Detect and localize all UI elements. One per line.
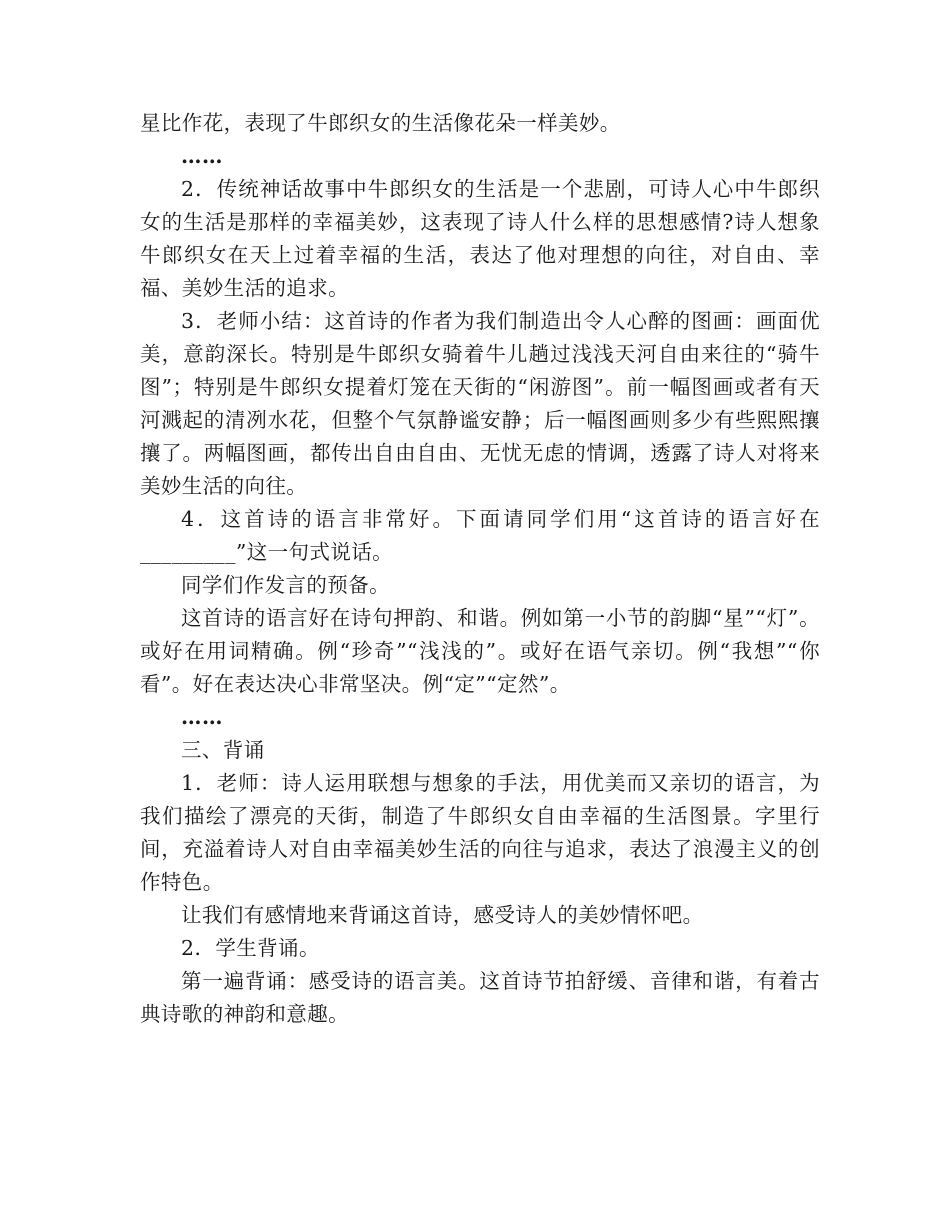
ellipsis-1: …… — [181, 144, 223, 168]
ellipsis-2: …… — [181, 705, 223, 729]
paragraph-prepare: 同学们作发言的预备。 — [181, 573, 390, 597]
section-heading-recite: 三、背诵 — [181, 738, 265, 762]
paragraph-item-3: 3．老师小结：这首诗的作者为我们制造出令人心醉的图画：画面优美，意韵深长。特别是牛郎织女骑着牛儿趟过浅浅天河自由来往的“骑牛图”；特别是牛郎织女提着灯笼在天街的“闲游图”。前一幅图画或者有天河溅起的清冽水花，但整个气氛静谧安静；后一幅图画则多少有些熙熙攘攘了。两幅图画，都传出自由自由、无忧无虑的情调，透露了诗人对将来美妙生活的向往。 — [140, 309, 820, 498]
paragraph-item-2: 2．传统神话故事中牛郎织女的生活是一个悲剧，可诗人心中牛郎织女的生活是那样的幸福美妙，这表现了诗人什么样的思想感情?诗人想象牛郎织女在天上过着幸福的生活，表达了他对理想的向往，对自由、幸福、美妙生活的追求。 — [140, 177, 820, 300]
paragraph-first-recite: 第一遍背诵：感受诗的语言美。这首诗节拍舒缓、音律和谐，有着古典诗歌的神韵和意趣。 — [140, 969, 820, 1026]
paragraph-language-example: 这首诗的语言好在诗句押韵、和谐。例如第一小节的韵脚“星”“灯”。或好在用词精确。例“珍奇”“浅浅的”。或好在语气亲切。例“我想”“你看”。好在表达决心非常坚决。例“定”“定然”。 — [140, 606, 820, 696]
document-page — [140, 107, 820, 1031]
paragraph-student-recite: 2．学生背诵。 — [181, 936, 320, 960]
paragraph-continuation: 星比作花，表现了牛郎织女的生活像花朵一样美妙。 — [140, 111, 621, 135]
paragraph-teacher: 1．老师：诗人运用联想与想象的手法，用优美而又亲切的语言，为我们描绘了漂亮的天街，制造了牛郎织女自由幸福的生活图景。字里行间，充溢着诗人对自由幸福美妙生活的向往与追求，表达了浪漫主义的创作特色。 — [140, 771, 820, 894]
paragraph-item-4: 4．这首诗的语言非常好。下面请同学们用“这首诗的语言好在_________”这一句式说话。 — [140, 507, 820, 564]
paragraph-recite-invite: 让我们有感情地来背诵这首诗，感受诗人的美妙情怀吧。 — [181, 903, 704, 927]
